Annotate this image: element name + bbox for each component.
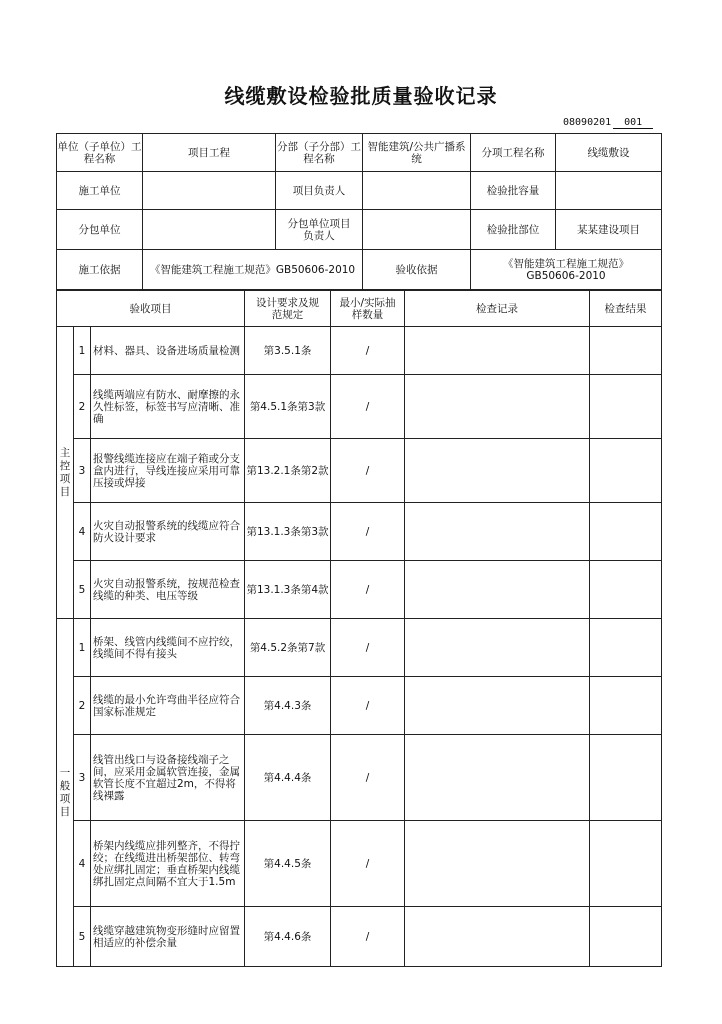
item-desc: 桥架内线缆应排列整齐，不得拧绞；在线缆进出桥架部位、转弯处应绑扎固定；垂直桥架内线缆绑扎固定点间隔不宜大于1.5m <box>91 821 245 907</box>
item-desc: 线管出线口与设备接线端子之间，应采用金属软管连接，金属软管长度不宜超过2m，不得将线裸露 <box>91 735 245 821</box>
doc-seq: 001 <box>613 117 653 129</box>
document-number <box>563 117 653 129</box>
item-no: 3 <box>74 439 91 503</box>
item-desc: 线缆的最小允许弯曲半径应符合国家标准规定 <box>91 677 245 735</box>
item-result[interactable] <box>590 735 662 821</box>
item-qty[interactable]: / <box>331 907 405 967</box>
table-row <box>57 503 662 561</box>
item-record[interactable] <box>405 821 590 907</box>
inspection-table <box>56 290 662 967</box>
item-spec: 第4.4.6条 <box>245 907 331 967</box>
subcontractor-value[interactable] <box>143 210 276 250</box>
item-record[interactable] <box>405 327 590 375</box>
item-no: 2 <box>74 677 91 735</box>
item-result[interactable] <box>590 619 662 677</box>
item-spec: 第13.1.3条第4款 <box>245 561 331 619</box>
item-no: 2 <box>74 375 91 439</box>
item-no: 1 <box>74 619 91 677</box>
item-record[interactable] <box>405 503 590 561</box>
table-row <box>57 677 662 735</box>
item-desc: 线缆两端应有防水、耐摩擦的永久性标签，标签书写应清晰、准确 <box>91 375 245 439</box>
item-result[interactable] <box>590 327 662 375</box>
item-desc: 材料、器具、设备进场质量检测 <box>91 327 245 375</box>
item-spec: 第4.4.4条 <box>245 735 331 821</box>
batch-location-label: 检验批部位 <box>471 210 556 250</box>
item-record[interactable] <box>405 375 590 439</box>
subcontractor-label: 分包单位 <box>57 210 143 250</box>
construction-basis-value[interactable]: 《智能建筑工程施工规范》GB50606-2010 <box>143 250 363 290</box>
item-record[interactable] <box>405 439 590 503</box>
col-spec-header: 设计要求及规范规定 <box>245 291 331 327</box>
item-spec: 第4.4.3条 <box>245 677 331 735</box>
batch-location-value[interactable]: 某某建设项目 <box>556 210 662 250</box>
item-result[interactable] <box>590 821 662 907</box>
table-row <box>57 907 662 967</box>
item-qty[interactable]: / <box>331 735 405 821</box>
unit-value[interactable]: 项目工程 <box>143 134 276 172</box>
item-desc: 线缆穿越建筑物变形缝时应留置相适应的补偿余量 <box>91 907 245 967</box>
item-desc: 报警线缆连接应在端子箱或分支盒内进行，导线连接应采用可靠压接或焊接 <box>91 439 245 503</box>
item-spec: 第4.5.1条第3款 <box>245 375 331 439</box>
header-table <box>56 133 662 290</box>
division-label: 分部（子分部）工程名称 <box>276 134 363 172</box>
item-spec: 第4.5.2条第7款 <box>245 619 331 677</box>
item-qty[interactable]: / <box>331 503 405 561</box>
item-no: 4 <box>74 503 91 561</box>
unit-label: 单位（子单位）工程名称 <box>57 134 143 172</box>
acceptance-basis-label: 验收依据 <box>363 250 471 290</box>
sub-pm-label: 分包单位项目负责人 <box>276 210 363 250</box>
item-record[interactable] <box>405 619 590 677</box>
col-item-header: 验收项目 <box>57 291 245 327</box>
subitem-value[interactable]: 线缆敷设 <box>556 134 662 172</box>
table-row <box>57 821 662 907</box>
item-record[interactable] <box>405 677 590 735</box>
col-qty-header: 最小/实际抽样数量 <box>331 291 405 327</box>
item-result[interactable] <box>590 677 662 735</box>
doc-code: 08090201 <box>563 117 612 128</box>
item-result[interactable] <box>590 503 662 561</box>
pm-label: 项目负责人 <box>276 172 363 210</box>
subitem-label: 分项工程名称 <box>471 134 556 172</box>
item-spec: 第13.1.3条第3款 <box>245 503 331 561</box>
page-title: 线缆敷设检验批质量验收记录 <box>224 84 498 108</box>
main-group-label: 主控项目 <box>57 327 74 619</box>
item-no: 5 <box>74 907 91 967</box>
item-result[interactable] <box>590 561 662 619</box>
batch-capacity-value[interactable] <box>556 172 662 210</box>
item-result[interactable] <box>590 439 662 503</box>
item-qty[interactable]: / <box>331 561 405 619</box>
table-row <box>57 735 662 821</box>
constructor-value[interactable] <box>143 172 276 210</box>
item-desc: 桥架、线管内线缆间不应拧绞，线缆间不得有接头 <box>91 619 245 677</box>
table-row <box>57 439 662 503</box>
item-spec: 第3.5.1条 <box>245 327 331 375</box>
item-record[interactable] <box>405 735 590 821</box>
batch-capacity-label: 检验批容量 <box>471 172 556 210</box>
table-row <box>57 561 662 619</box>
item-desc: 火灾自动报警系统的线缆应符合防火设计要求 <box>91 503 245 561</box>
item-qty[interactable]: / <box>331 375 405 439</box>
item-no: 5 <box>74 561 91 619</box>
constructor-label: 施工单位 <box>57 172 143 210</box>
sub-pm-value[interactable] <box>363 210 471 250</box>
general-group-label: 一般项目 <box>57 619 74 967</box>
item-qty[interactable]: / <box>331 327 405 375</box>
item-result[interactable] <box>590 375 662 439</box>
item-qty[interactable]: / <box>331 619 405 677</box>
item-no: 4 <box>74 821 91 907</box>
item-record[interactable] <box>405 561 590 619</box>
col-record-header: 检查记录 <box>405 291 590 327</box>
item-no: 1 <box>74 327 91 375</box>
construction-basis-label: 施工依据 <box>57 250 143 290</box>
item-spec: 第4.4.5条 <box>245 821 331 907</box>
col-result-header: 检查结果 <box>590 291 662 327</box>
item-spec: 第13.2.1条第2款 <box>245 439 331 503</box>
table-row <box>57 619 662 677</box>
acceptance-basis-value[interactable]: 《智能建筑工程施工规范》GB50606-2010 <box>471 250 662 290</box>
item-no: 3 <box>74 735 91 821</box>
division-value[interactable]: 智能建筑/公共广播系统 <box>363 134 471 172</box>
item-result[interactable] <box>590 907 662 967</box>
item-record[interactable] <box>405 907 590 967</box>
table-row <box>57 375 662 439</box>
pm-value[interactable] <box>363 172 471 210</box>
item-qty[interactable]: / <box>331 439 405 503</box>
item-qty[interactable]: / <box>331 821 405 907</box>
table-row <box>57 327 662 375</box>
item-desc: 火灾自动报警系统，按规范检查线缆的种类、电压等级 <box>91 561 245 619</box>
item-qty[interactable]: / <box>331 677 405 735</box>
